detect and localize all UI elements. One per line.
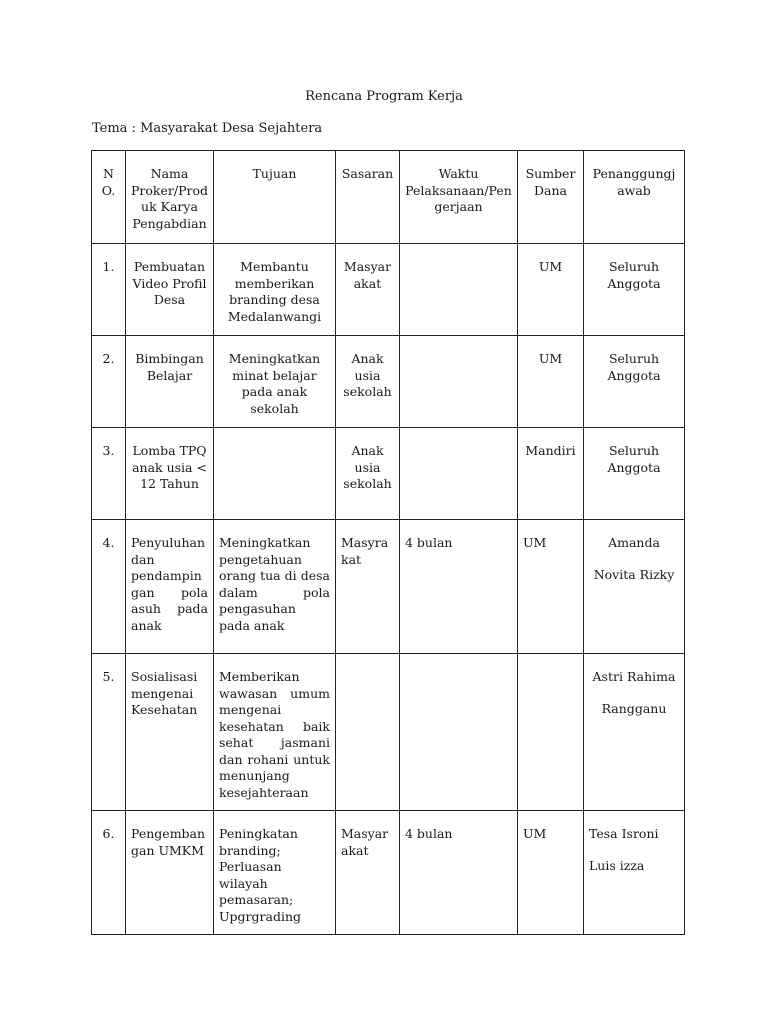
document-title: Rencana Program Kerja: [305, 89, 463, 104]
table-row: [92, 428, 685, 520]
pj-name: Tesa Isroni: [589, 826, 659, 841]
cell-nama: Bimbingan Belajar: [126, 336, 214, 428]
cell-sasaran: [336, 654, 400, 811]
cell-tujuan: Peningkatan branding; Perluasan wilayah pemasaran; Upgrgrading: [214, 811, 336, 935]
cell-waktu: [400, 428, 518, 520]
cell-tujuan: [214, 428, 336, 520]
pj-name: Rangganu: [601, 700, 667, 716]
header-nama: Nama Proker/Prod uk Karya Pengabdian: [126, 151, 214, 244]
header-tujuan: Tujuan: [214, 151, 336, 244]
pj-name: Novita Rizky: [593, 566, 675, 582]
table-row: [92, 336, 685, 428]
header-sumber: Sumber Dana: [518, 151, 584, 244]
cell-pj: [584, 520, 685, 654]
cell-waktu: [400, 244, 518, 336]
cell-pj: [584, 244, 685, 336]
cell-nama: Pembuatan Video Profil Desa: [126, 244, 214, 336]
cell-sumber: Mandiri: [518, 428, 584, 520]
cell-nama: Sosialisasi mengenai Kesehatan: [126, 654, 214, 811]
cell-sasaran: Anak usia sekolah: [336, 428, 400, 520]
cell-tujuan: Memberikan wawasan umum mengenai kesehatan baik sehat jasmani dan rohani untuk menunjang kesejahteraan: [214, 654, 336, 811]
pj-name: Seluruh Anggota: [607, 443, 661, 475]
cell-nama: Pengemban gan UMKM: [126, 811, 214, 935]
cell-tujuan: Meningkatkan minat belajar pada anak sekolah: [214, 336, 336, 428]
cell-sasaran: Masyar akat: [336, 244, 400, 336]
cell-waktu: [400, 654, 518, 811]
cell-no: 6.: [92, 811, 126, 935]
cell-pj: [584, 428, 685, 520]
cell-waktu: 4 bulan: [400, 520, 518, 654]
pj-name: Amanda: [608, 535, 660, 550]
cell-sumber: UM: [518, 244, 584, 336]
header-waktu: Waktu Pelaksanaan/Pen gerjaan: [400, 151, 518, 244]
table-row: [92, 654, 685, 811]
cell-sasaran: Masyar akat: [336, 811, 400, 935]
cell-pj: [584, 811, 685, 935]
cell-sumber: UM: [518, 520, 584, 654]
pj-name: Seluruh Anggota: [607, 351, 661, 383]
cell-sasaran: Anak usia sekolah: [336, 336, 400, 428]
cell-sasaran: Masyra kat: [336, 520, 400, 654]
header-pj: Penanggungj awab: [584, 151, 685, 244]
table-row: [92, 244, 685, 336]
header-row: [92, 151, 685, 244]
cell-sumber: [518, 654, 584, 811]
header-sasaran: Sasaran: [336, 151, 400, 244]
cell-no: 1.: [92, 244, 126, 336]
cell-no: 3.: [92, 428, 126, 520]
pj-name: Astri Rahima: [592, 669, 676, 684]
table-row: [92, 520, 685, 654]
cell-no: 2.: [92, 336, 126, 428]
cell-tujuan: Membantu memberikan branding desa Medalanwangi: [214, 244, 336, 336]
cell-no: 4.: [92, 520, 126, 654]
pj-name: Seluruh Anggota: [607, 259, 661, 291]
cell-waktu: [400, 336, 518, 428]
cell-nama: Penyuluhan dan pendampin gan pola asuh pada anak: [126, 520, 214, 654]
pj-name: Luis izza: [589, 857, 645, 873]
table-row: [92, 811, 685, 935]
cell-tujuan: Meningkatkan pengetahuan orang tua di desa dalam pola pengasuhan pada anak: [214, 520, 336, 654]
cell-pj: [584, 336, 685, 428]
document-theme: Tema : Masyarakat Desa Sejahtera: [92, 121, 323, 136]
cell-waktu: 4 bulan: [400, 811, 518, 935]
cell-sumber: UM: [518, 336, 584, 428]
cell-pj: [584, 654, 685, 811]
header-no: N O.: [92, 151, 126, 244]
cell-no: 5.: [92, 654, 126, 811]
cell-sumber: UM: [518, 811, 584, 935]
cell-nama: Lomba TPQ anak usia < 12 Tahun: [126, 428, 214, 520]
program-table: [91, 150, 685, 935]
